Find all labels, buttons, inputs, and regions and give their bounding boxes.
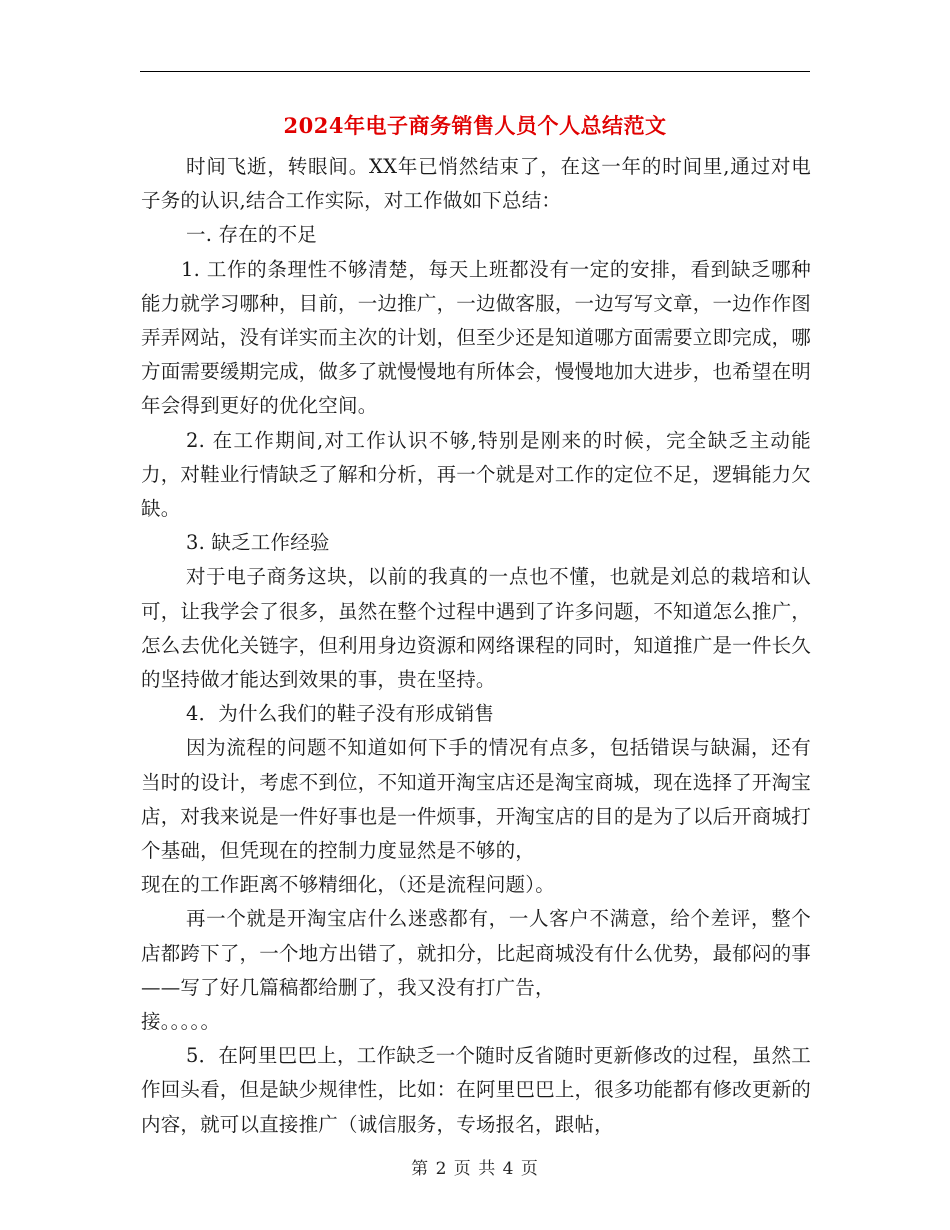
document-title: 2024年电子商务销售人员个人总结范文	[283, 113, 667, 138]
heading-shortcomings: 一. 存在的不足	[186, 223, 317, 247]
paragraph-ecommerce: 对于电子商务这块，以前的我真的一点也不懂，也就是刘总的栽培和认可，让我学会了很多，虽然在整个过程中遇到了许多问题，不知道怎么推广，怎么去优化关链字，但利用身边资源和网络课程的同时，知道推广是一件长久的坚持做才能达到效果的事，贵在坚持。	[141, 565, 811, 692]
header-rule	[140, 71, 810, 72]
paragraph-process-continued: 现在的工作距离不够精细化，（还是流程问题）。	[141, 873, 555, 897]
page-footer: 第 2 页 共 4 页	[411, 1159, 539, 1179]
document-body	[141, 150, 811, 1142]
paragraph-item-1: 1. 工作的条理性不够清楚，每天上班都没有一定的安排，看到缺乏哪种能力就学习哪种，目前，一边推广，一边做客服，一边写写文章，一边作作图弄弄网站，没有详实而主次的计划，但至少还是知道哪方面需要立即完成，哪方面需要缓期完成，做多了就慢慢地有所体会，慢慢地加大进步，也希望在明年会得到更好的优化空间。	[141, 257, 811, 418]
paragraph-intro: 时间飞逝，转眼间。XX年已悄然结束了，在这一年的时间里,通过对电子务的认识,结合工作实际，对工作做如下总结：	[141, 155, 811, 213]
paragraph-item-2: 2. 在工作期间,对工作认识不够,特别是刚来的时候，完全缺乏主动能力，对鞋业行情缺乏了解和分析，再一个就是对工作的定位不足，逻辑能力欠缺。	[141, 428, 811, 521]
paragraph-process: 因为流程的问题不知道如何下手的情况有点多，包括错误与缺漏，还有当时的设计，考虑不到位，不知道开淘宝店还是淘宝商城，现在选择了开淘宝店，对我来说是一件好事也是一件烦事，开淘宝店的目的是为了以后开商城打个基础，但凭现在的控制力度显然是不够的，	[141, 736, 811, 863]
paragraph-taobao: 再一个就是开淘宝店什么迷惑都有，一人客户不满意，给个差评，整个店都跨下了，一个地方出错了，就扣分，比起商城没有什么优势，最郁闷的事——写了好几篇稿都给删了，我又没有打广告，	[141, 907, 811, 999]
paragraph-continue-dots: 接。。。。。	[141, 1010, 221, 1034]
heading-item-3: 3. 缺乏工作经验	[186, 531, 330, 555]
heading-item-4: 4．为什么我们的鞋子没有形成销售	[186, 702, 495, 726]
paragraph-item-5: 5．在阿里巴巴上，工作缺乏一个随时反省随时更新修改的过程，虽然工作回头看，但是缺少规律性，比如：在阿里巴巴上，很多功能都有修改更新的内容，就可以直接推广（诚信服务，专场报名，跟帖，	[141, 1044, 811, 1136]
